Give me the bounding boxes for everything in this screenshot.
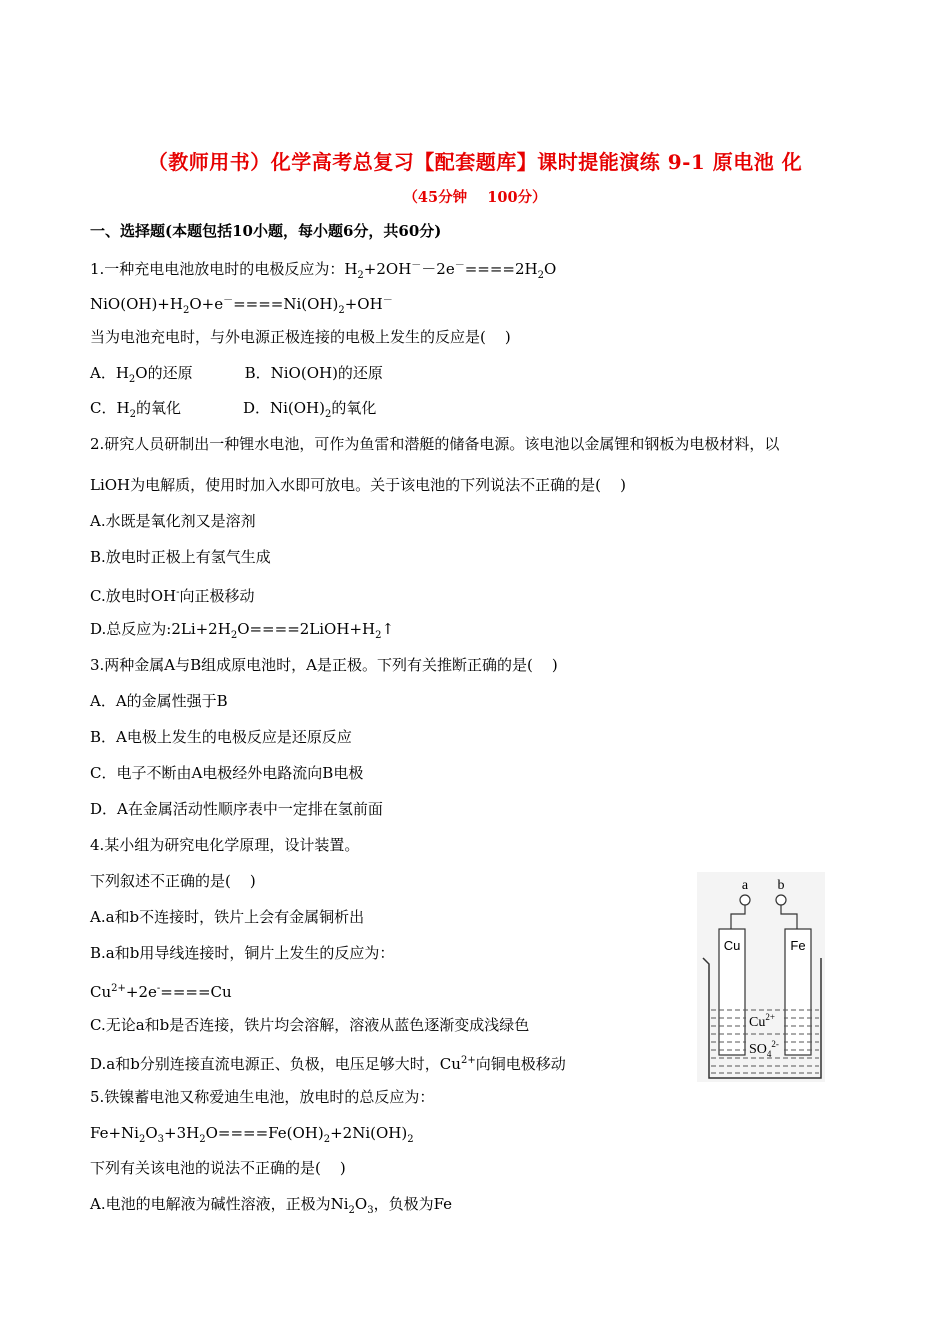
cell-diagram — [697, 872, 825, 1082]
q4-option-b: B.a和b用导线连接时，铜片上发生的反应为： — [90, 944, 395, 962]
cu-electrode-label: Cu — [723, 938, 741, 953]
q5-option-a: A.电池的电解液为碱性溶液，正极为$Ni_2O_3$，负极为Fe — [90, 1195, 453, 1216]
fe-electrode-label: Fe — [790, 938, 806, 953]
sulfate-ion-label: $SO_4^{2-}$ — [749, 1039, 779, 1059]
q4-option-a: A.a和b不连接时，铁片上会有金属铜析出 — [90, 908, 365, 926]
q5-equation: $Fe+Ni_2O_3+3H_2O====Fe(OH)_2+2Ni(OH)_2$ — [90, 1124, 414, 1145]
q2-option-d: D.总反应为$:2Li+2H_2O====2LiOH+H_2↑$ — [90, 620, 395, 641]
q5-stem: 5.铁镍蓄电池又称爱迪生电池，放电时的总反应为： — [90, 1088, 435, 1106]
q3-option-c: C．电子不断由A电极经外电路流向B电极 — [90, 764, 364, 782]
q1-equation-2: $NiO(OH)+H_2O+e^-====Ni(OH)_2+OH^-$ — [90, 295, 393, 316]
electrochemical-cell-figure — [697, 872, 825, 1082]
q4-question: 下列叙述不正确的是( ) — [90, 872, 256, 890]
page-title: （教师用书）化学高考总复习【配套题库】课时提能演练 9-1 原电池 化 — [147, 150, 803, 174]
q1-options-ab: A．$H_2O$的还原 B．NiO(OH)的还原 — [90, 364, 383, 385]
q2-option-a: A.水既是氧化剂又是溶剂 — [90, 512, 256, 530]
q1-options-cd: C．$H_2$的氧化 D．$Ni(OH)_2$的氧化 — [90, 399, 377, 420]
terminal-b — [776, 895, 786, 905]
q3-stem: 3.两种金属A与B组成原电池时，A是正极。下列有关推断正确的是( ) — [90, 656, 558, 674]
terminal-a — [740, 895, 750, 905]
q4-option-b-equation: $Cu^{2+}+2e^-====Cu$ — [90, 983, 232, 1001]
q2-option-c: C.放电时OH-向正极移动 — [90, 587, 255, 605]
q2-stem-1: 2.研究人员研制出一种锂水电池，可作为鱼雷和潜艇的储备电源。该电池以金属锂和钢板为电极材料，以 — [90, 435, 780, 453]
q2-option-b: B.放电时正极上有氢气生成 — [90, 548, 271, 566]
q1-stem: 1.一种充电电池放电时的电极反应为：$H_2+2OH^--2e^-====2H_2O$ — [90, 260, 557, 281]
terminal-b-label: b — [777, 878, 785, 893]
q3-option-a: A．A的金属性强于B — [90, 692, 228, 710]
q4-option-d: D.a和b分别连接直流电源正、负极，电压足够大时，$Cu^{2+}$向铜电极移动 — [90, 1055, 566, 1073]
q4-stem: 4.某小组为研究电化学原理，设计装置。 — [90, 836, 360, 854]
cu-ion-label: $Cu^{2+}$ — [749, 1012, 775, 1030]
q5-question: 下列有关该电池的说法不正确的是( ) — [90, 1159, 346, 1177]
q3-option-d: D．A在金属活动性顺序表中一定排在氢前面 — [90, 800, 383, 818]
q1-question: 当为电池充电时，与外电源正极连接的电极上发生的反应是( ) — [90, 328, 511, 346]
q2-stem-2: LiOH为电解质，使用时加入水即可放电。关于该电池的下列说法不正确的是( ) — [90, 476, 626, 494]
terminal-a-label: a — [741, 878, 749, 893]
q4-option-c: C.无论a和b是否连接，铁片均会溶解，溶液从蓝色逐渐变成浅绿色 — [90, 1016, 530, 1034]
section-heading: 一、选择题(本题包括10小题，每小题6分，共60分) — [90, 222, 442, 240]
page-subtitle: （45分钟 100分） — [403, 189, 547, 206]
q3-option-b: B．A电极上发生的电极反应是还原反应 — [90, 728, 352, 746]
